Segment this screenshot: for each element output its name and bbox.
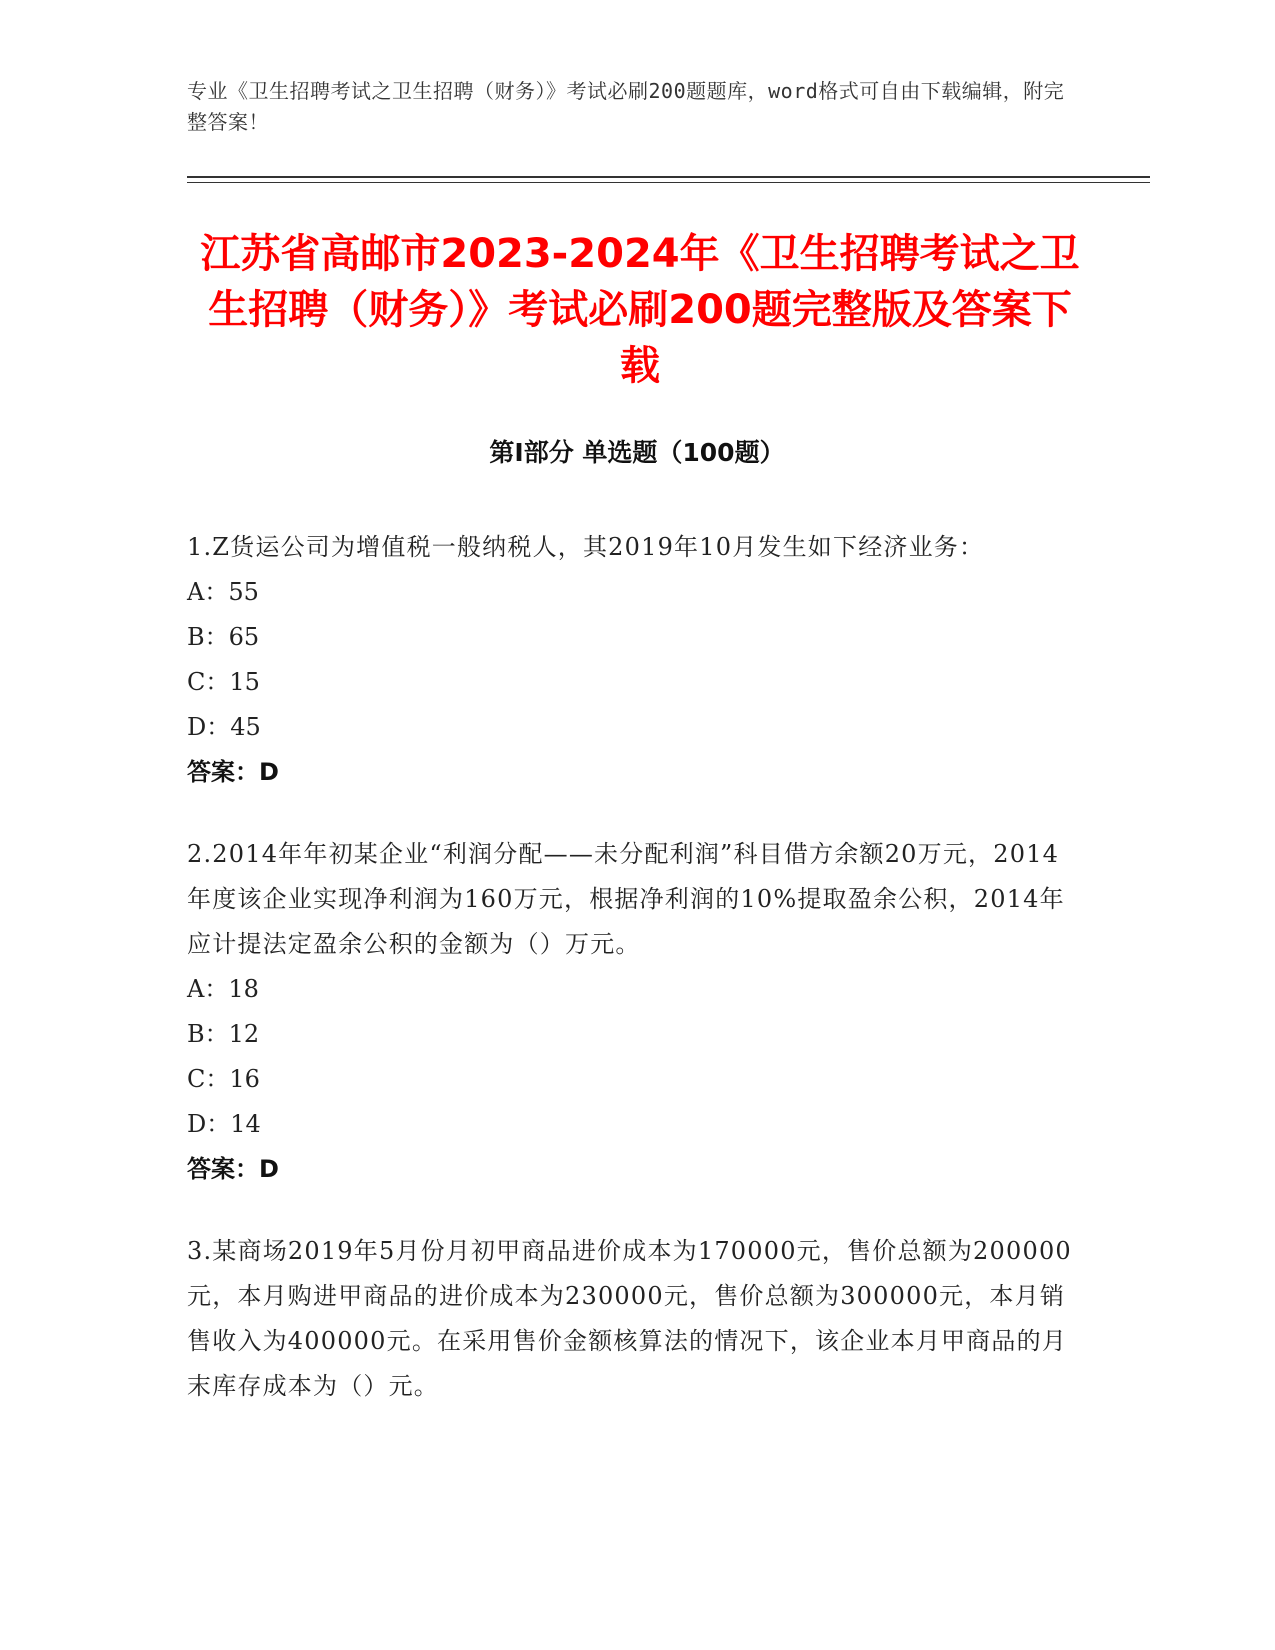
question-stem: 1.Z货运公司为增值税一般纳税人，其2019年10月发生如下经济业务： bbox=[187, 533, 985, 561]
question-1 bbox=[187, 525, 1082, 795]
header-divider bbox=[187, 176, 1150, 178]
question-stem: 2.2014年年初某企业“利润分配——未分配利润”科目借方余额20万元，2014年度该企业实现净利润为160万元，根据净利润的10%提取盈余公积，2014年应计提法定盈余公积的金额为（）万元。 bbox=[187, 840, 1065, 958]
question-2 bbox=[187, 832, 1082, 1192]
option-c: C：15 bbox=[187, 668, 260, 696]
question-3 bbox=[187, 1229, 1082, 1409]
document-title: 江苏省高邮市2023-2024年《卫生招聘考试之卫生招聘（财务）》考试必刷200题完整版及答案下载 bbox=[200, 231, 1080, 389]
question-stem: 3.某商场2019年5月份月初甲商品进价成本为170000元，售价总额为200000元，本月购进甲商品的进价成本为230000元，售价总额为300000元，本月销售收入为400000元。在采用售价金额核算法的情况下，该企业本月甲商品的月末库存成本为（）元。 bbox=[187, 1237, 1072, 1400]
answer: 答案：D bbox=[187, 1155, 279, 1183]
header-note: 专业《卫生招聘考试之卫生招聘（财务）》考试必刷200题题库，word格式可自由下载编辑，附完整答案！ bbox=[187, 79, 1065, 134]
option-d: D：14 bbox=[187, 1110, 261, 1138]
question-list bbox=[187, 525, 1082, 1446]
answer: 答案：D bbox=[187, 758, 279, 786]
option-d: D：45 bbox=[187, 713, 261, 741]
option-b: B：12 bbox=[187, 1020, 260, 1048]
option-c: C：16 bbox=[187, 1065, 260, 1093]
option-b: B：65 bbox=[187, 623, 260, 651]
section-heading: 第Ⅰ部分 单选题（100题） bbox=[489, 438, 785, 467]
header-divider-thin bbox=[187, 182, 1150, 183]
option-a: A：55 bbox=[187, 578, 259, 606]
option-a: A：18 bbox=[187, 975, 259, 1003]
